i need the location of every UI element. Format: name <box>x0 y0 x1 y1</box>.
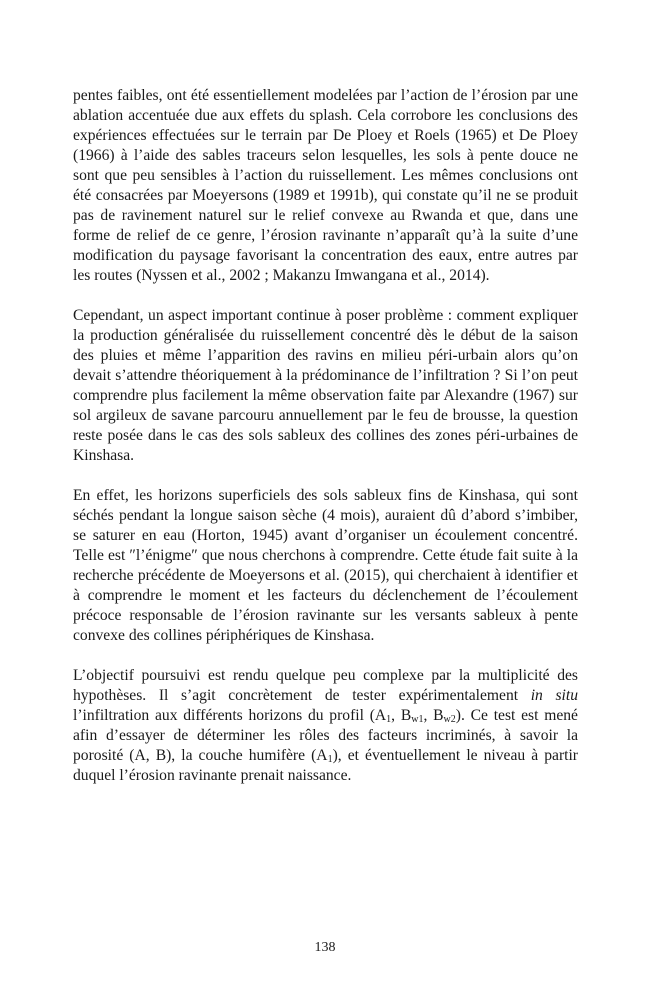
subscript: w2 <box>443 714 456 725</box>
paragraph-1: pentes faibles, ont été essentiellement modelées par l’action de l’érosion par une ablation accentuée due aux effets du splash. Cela corrobore les conclusions des expériences effectuées sur le terrain par De Ploey et Roels (1965) et De Ploey (1966) à l’aide des sables traceurs selon lesquelles, les sols à pente douce ne sont que peu sensibles à l’action du ruissellement. Les mêmes conclusions ont été consacrées par Moeyersons (1989 et 1991b), qui constate qu’il ne se produit pas de ravinement naturel sur le relief convexe au Rwanda et que, dans une forme de relief de ce genre, l’érosion ravinante n’apparaît qu’à la suite d’une modification du paysage favorisant la concentration des eaux, entre autres par les routes (Nyssen et al., 2002 ; Makanzu Imwangana et al., 2014). <box>73 87 578 284</box>
page-number: 138 <box>314 940 336 955</box>
paragraph-4-text: ). Ce test est mené afin d’essayer de déterminer les rôles des facteurs incriminés, à savoir la porosité (A, B), la couche humifère (A <box>73 707 578 764</box>
italic-term: in situ <box>530 687 579 704</box>
paragraph-4-text: L’objectif poursuivi est rendu quelque peu complexe par la multiplicité des hypothèses. Il s’agit concrètement de tester expérimentalement <box>73 667 578 704</box>
paragraph-4-text: l’infiltration aux différents horizons du profil (A <box>73 707 387 724</box>
paragraph-4-text: ), et éventuellement le niveau à partir duquel l’érosion ravinante prenait naissance. <box>73 747 578 784</box>
paragraph-4-text: , B <box>423 707 444 724</box>
page-body <box>73 86 578 786</box>
paragraph-4-text: , B <box>391 707 412 724</box>
paragraph-3: En effet, les horizons superficiels des sols sableux fins de Kinshasa, qui sont séchés pendant la longue saison sèche (4 mois), auraient dû d’abord s’imbiber, se saturer en eau (Horton, 1945) avant d’organiser un écoulement concentré. Telle est ″l’énigme″ que nous cherchons à comprendre. Cette étude fait suite à la recherche précédente de Moeyersons et al. (2015), qui cherchaient à identifier et à comprendre le moment et les facteurs du déclenchement de l’écoulement précoce responsable de l’érosion ravinante sur les versants sableux à pente convexe des collines périphériques de Kinshasa. <box>73 487 578 644</box>
subscript: w1 <box>411 714 424 725</box>
paragraph-4 <box>73 666 578 786</box>
subscript: 1 <box>327 754 333 765</box>
paragraph-2: Cependant, un aspect important continue à poser problème : comment expliquer la production généralisée du ruissellement concentré dès le début de la saison des pluies et même l’apparition des ravins en milieu péri-urbain alors qu’on devait s’attendre théoriquement à la prédominance de l’infiltration ? Si l’on peut comprendre plus facilement la même observation faite par Alexandre (1967) sur sol argileux de savane parcouru annuellement par le feu de brousse, la question reste posée dans le cas des sols sableux des collines des zones péri-urbaines de Kinshasa. <box>73 307 578 464</box>
subscript: 1 <box>386 714 392 725</box>
